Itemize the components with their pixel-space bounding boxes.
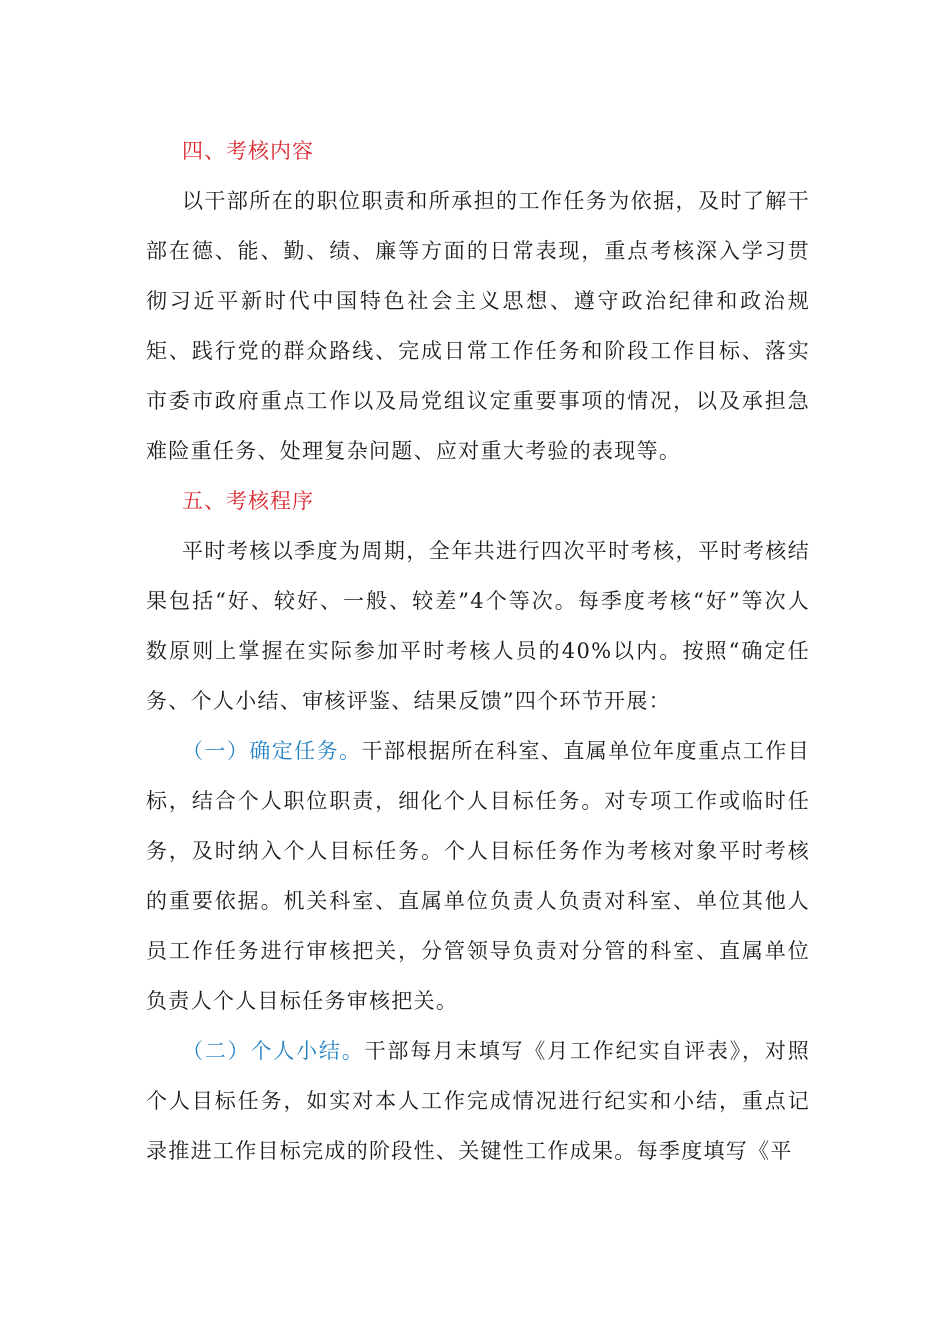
- item-confirm-task-title: （一）确定任务。: [182, 739, 362, 763]
- section-five-heading: 五、考核程序: [182, 489, 314, 513]
- item-personal-summary-title: （二）个人小结。: [182, 1039, 365, 1063]
- item-personal-summary: [146, 1026, 810, 1176]
- document-page: [146, 126, 810, 1176]
- item-personal-summary-body: 干部每月末填写《月工作纪实自评表》，对照个人目标任务，如实对本人工作完成情况进行纪实和小结，重点记录推进工作目标完成的阶段性、关键性工作成果。每季度填写《平: [146, 1039, 810, 1163]
- item-confirm-task-body: 干部根据所在科室、直属单位年度重点工作目标，结合个人职位职责，细化个人目标任务。对专项工作或临时任务，及时纳入个人目标任务。个人目标任务作为考核对象平时考核的重要依据。机关科室、直属单位负责人负责对科室、单位其他人员工作任务进行审核把关，分管领导负责对分管的科室、直属单位负责人个人目标任务审核把关。: [146, 739, 810, 1013]
- section-five-body: 平时考核以季度为周期，全年共进行四次平时考核，平时考核结果包括“好、较好、一般、较差”4个等次。每季度考核“好”等次人数原则上掌握在实际参加平时考核人员的40%以内。按照“确定任务、个人小结、审核评鉴、结果反馈”四个环节开展：: [146, 539, 810, 713]
- section-four-body: 以干部所在的职位职责和所承担的工作任务为依据，及时了解干部在德、能、勤、绩、廉等方面的日常表现，重点考核深入学习贯彻习近平新时代中国特色社会主义思想、遵守政治纪律和政治规矩、践行党的群众路线、完成日常工作任务和阶段工作目标、落实市委市政府重点工作以及局党组议定重要事项的情况，以及承担急难险重任务、处理复杂问题、应对重大考验的表现等。: [146, 189, 810, 463]
- section-four-heading: 四、考核内容: [182, 139, 314, 163]
- item-confirm-task: [146, 726, 810, 1026]
